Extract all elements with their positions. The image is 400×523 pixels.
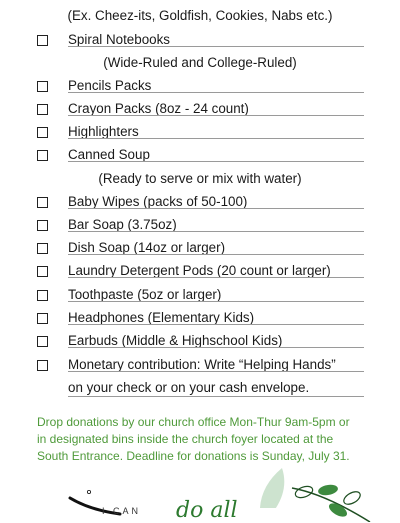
checkbox[interactable] bbox=[37, 243, 48, 254]
underline bbox=[68, 208, 364, 209]
item-label: Baby Wipes (packs of 50-100) bbox=[68, 194, 248, 209]
footer-line: in designated bins inside the church foyer located at the bbox=[37, 432, 334, 446]
footer-line: Drop donations by our church office Mon-Thur 9am-5pm or bbox=[37, 415, 350, 429]
checklist-item-highlighters bbox=[0, 123, 400, 146]
checkbox[interactable] bbox=[37, 360, 48, 371]
checkbox[interactable] bbox=[37, 313, 48, 324]
item-label: Spiral Notebooks bbox=[68, 32, 170, 47]
checkbox[interactable] bbox=[37, 127, 48, 138]
item-continuation: on your check or on your cash envelope. bbox=[68, 380, 310, 395]
item-label: Dish Soap (14oz or larger) bbox=[68, 240, 226, 255]
item-label: Pencils Packs bbox=[68, 78, 152, 93]
item-subnote: (Wide-Ruled and College-Ruled) bbox=[103, 55, 297, 70]
checklist-item-monetary bbox=[0, 356, 400, 379]
checklist-item-earbuds bbox=[0, 332, 400, 355]
underline bbox=[68, 396, 364, 397]
checkbox[interactable] bbox=[37, 220, 48, 231]
checklist-item-headphones bbox=[0, 309, 400, 332]
top-note: (Ex. Cheez-its, Goldfish, Cookies, Nabs etc.) bbox=[67, 8, 333, 23]
dropoff-instructions bbox=[37, 414, 377, 465]
underline bbox=[68, 301, 364, 302]
underline bbox=[68, 161, 364, 162]
logo-area bbox=[0, 476, 400, 523]
checklist-item-laundry-pods bbox=[0, 262, 400, 285]
checklist-item-canned-soup bbox=[0, 146, 400, 169]
item-label: Crayon Packs (8oz - 24 count) bbox=[68, 101, 249, 116]
checkbox[interactable] bbox=[37, 104, 48, 115]
item-label: Headphones (Elementary Kids) bbox=[68, 310, 255, 325]
checkbox[interactable] bbox=[37, 290, 48, 301]
underline bbox=[68, 92, 364, 93]
underline bbox=[68, 277, 364, 278]
underline bbox=[68, 115, 364, 116]
item-label: Canned Soup bbox=[68, 147, 150, 162]
underline bbox=[68, 324, 364, 325]
item-label: Earbuds (Middle & Highschool Kids) bbox=[68, 333, 283, 348]
logo-script: do all bbox=[176, 498, 238, 523]
checklist-item-spiral-notebooks bbox=[0, 31, 400, 54]
underline bbox=[68, 347, 364, 348]
item-label: Laundry Detergent Pods (20 count or larger) bbox=[68, 263, 331, 278]
item-label: Toothpaste (5oz or larger) bbox=[68, 287, 222, 302]
checklist-item-crayons bbox=[0, 100, 400, 123]
olive-branch-icon bbox=[290, 482, 380, 522]
checkbox[interactable] bbox=[37, 35, 48, 46]
checklist-item-toothpaste bbox=[0, 286, 400, 309]
underline bbox=[68, 371, 364, 372]
checklist-item-bar-soap bbox=[0, 216, 400, 239]
underline bbox=[68, 231, 364, 232]
checkbox[interactable] bbox=[37, 81, 48, 92]
footer-line: South Entrance. Deadline for donations is Sunday, July 31. bbox=[37, 449, 350, 463]
logo-text: I CAN bbox=[102, 506, 142, 516]
underline bbox=[68, 138, 364, 139]
checklist-item-dish-soap bbox=[0, 239, 400, 262]
checklist-item-baby-wipes bbox=[0, 193, 400, 216]
checkbox[interactable] bbox=[37, 266, 48, 277]
checkbox[interactable] bbox=[37, 197, 48, 208]
checkbox[interactable] bbox=[37, 336, 48, 347]
item-label: Highlighters bbox=[68, 124, 139, 139]
item-label: Monetary contribution: Write “Helping Hands” bbox=[68, 357, 336, 372]
item-subnote: (Ready to serve or mix with water) bbox=[98, 171, 302, 186]
checkbox[interactable] bbox=[37, 150, 48, 161]
underline bbox=[68, 46, 364, 47]
underline bbox=[68, 254, 364, 255]
item-label: Bar Soap (3.75oz) bbox=[68, 217, 177, 232]
checklist-item-pencils bbox=[0, 77, 400, 100]
